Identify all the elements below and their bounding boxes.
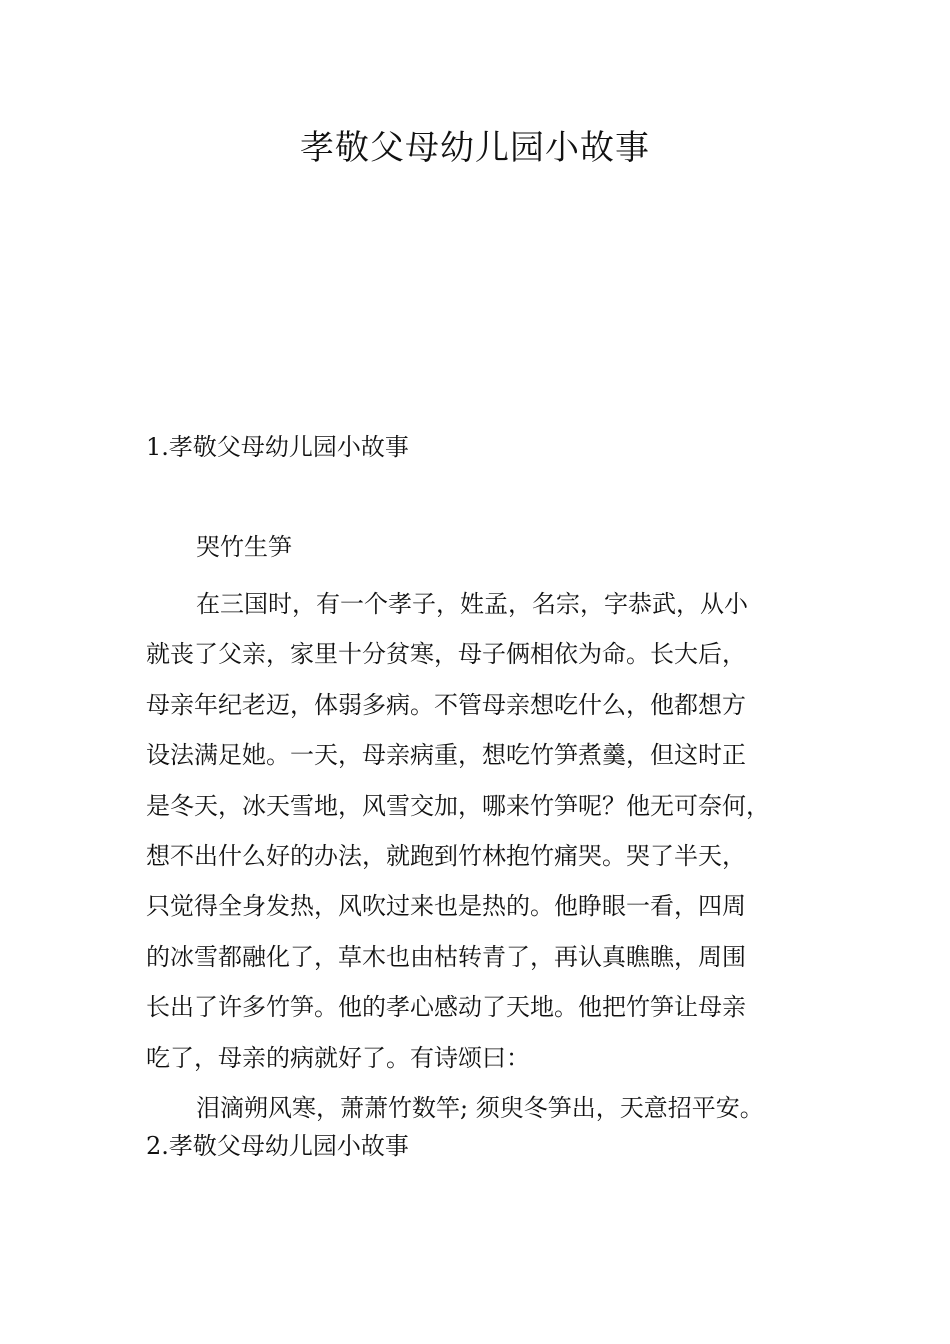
paragraph-line: 是冬天，冰天雪地，风雪交加，哪来竹笋呢？他无可奈何， xyxy=(146,791,770,820)
section-heading-1: 1.孝敬父母幼儿园小故事 xyxy=(146,433,409,461)
section-heading-2: 2.孝敬父母幼儿园小故事 xyxy=(146,1132,409,1160)
paragraph-line: 就丧了父亲，家里十分贫寒，母子俩相依为命。长大后， xyxy=(146,640,746,669)
paragraph-line: 的冰雪都融化了，草木也由枯转青了，再认真瞧瞧，周围 xyxy=(146,942,746,971)
paragraph-line: 设法满足她。一天，母亲病重，想吃竹笋煮羹，但这时正 xyxy=(146,741,746,770)
paragraph-line: 长出了许多竹笋。他的孝心感动了天地。他把竹笋让母亲 xyxy=(146,993,746,1022)
paragraph-line: 吃了，母亲的病就好了。有诗颂曰： xyxy=(146,1043,530,1072)
document-title: 孝敬父母幼儿园小故事 xyxy=(300,128,650,168)
paragraph-line: 在三国时，有一个孝子，姓孟，名宗，字恭武，从小 xyxy=(196,590,748,618)
paragraph-line: 母亲年纪老迈，体弱多病。不管母亲想吃什么，他都想方 xyxy=(146,690,746,719)
story-body xyxy=(146,579,836,1133)
paragraph-line: 只觉得全身发热，风吹过来也是热的。他睁眼一看，四周 xyxy=(146,892,746,921)
story-title: 哭竹生笋 xyxy=(196,533,292,561)
paragraph-line: 想不出什么好的办法，就跑到竹林抱竹痛哭。哭了半天， xyxy=(146,841,746,870)
poem-line: 泪滴朔风寒，萧萧竹数竿; 须臾冬笋出，天意招平安。 xyxy=(196,1093,764,1122)
